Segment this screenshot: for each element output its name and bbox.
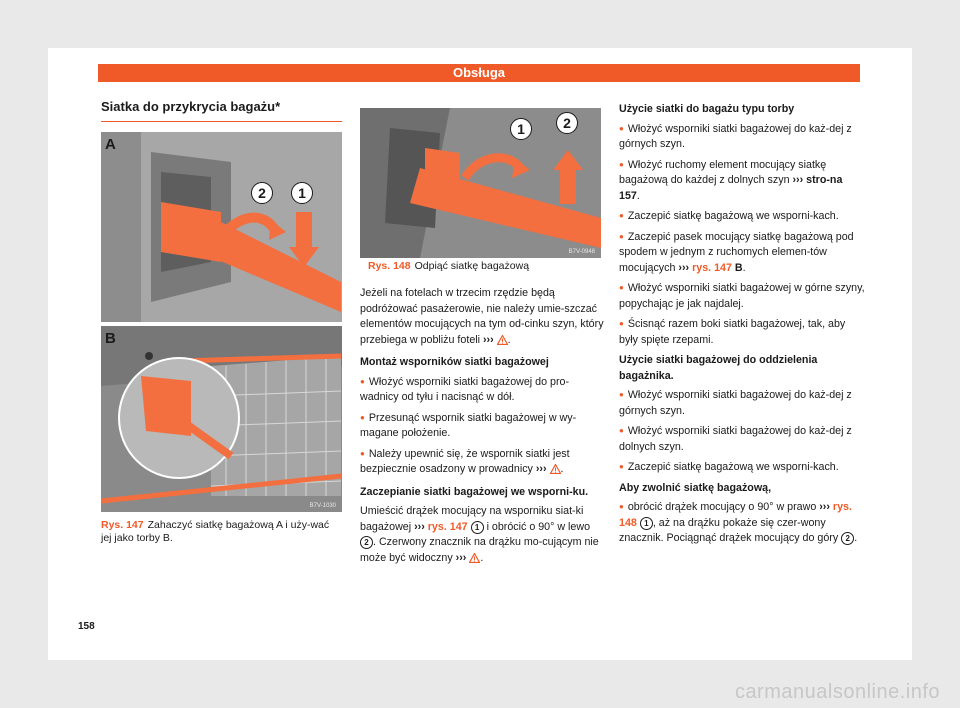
callout-2: 2 xyxy=(556,112,578,134)
list-item: ● Włożyć wsporniki siatki bagażowej do każ-dej z dolnych szyn. xyxy=(619,424,865,455)
step-badge: 2 xyxy=(841,532,854,545)
figure-148 xyxy=(360,108,601,258)
callout-1: 1 xyxy=(291,182,313,204)
figure-147-panel-a xyxy=(101,132,342,322)
ref-arrows: ››› xyxy=(483,333,494,346)
step-badge: 1 xyxy=(640,517,653,530)
list-item: ● Włożyć wsporniki siatki bagażowej do każ-dej z górnych szyn. xyxy=(619,388,865,419)
hook-paragraph: Umieścić drążek mocujący na wsporniku siat-ki bagażowej ››› rys. 147 1 i obrócić o 90° w lewo 2 . Czerwony znacznik na drążku mo-cującym nie może być widoczny ››› . xyxy=(360,504,605,568)
figure-code: B7V-0948 xyxy=(568,249,595,255)
figure-link[interactable]: rys. 147 xyxy=(692,261,732,274)
callout-2: 2 xyxy=(251,182,273,204)
list-item: ● Należy upewnić się, że wspornik siatki jest bezpiecznie osadzony w prowadnicy ››› . xyxy=(360,447,605,480)
heading-bag: Użycie siatki do bagażu typu torby xyxy=(619,103,795,115)
figure-link[interactable]: rys. 147 xyxy=(427,520,468,533)
panel-label-b: B xyxy=(105,330,116,347)
heading-hook: Zaczepianie siatki bagażowej we wsporni-ku. xyxy=(360,485,589,498)
caption-label: Rys. 147 xyxy=(101,519,144,531)
list-item: ● Przesunąć wspornik siatki bagażowej w wy-magane położenie. xyxy=(360,411,605,442)
list-item: ● Ścisnąć razem boki siatki bagażowej, tak, aby były spięte rzepami. xyxy=(619,317,865,348)
panel-label-a: A xyxy=(105,136,116,153)
heading-divide: Użycie siatki bagażowej do oddzielenia bagażnika. xyxy=(619,354,818,382)
warning-icon xyxy=(550,464,561,480)
list-item: ● Zaczepić pasek mocujący siatkę bagażową pod spodem w jednym z ruchomych elemen-tów mocujących ››› rys. 147 B. xyxy=(619,230,865,277)
manual-page xyxy=(48,48,912,660)
intro-paragraph: Jeżeli na fotelach w trzecim rzędzie będą podróżować pasażerowie, nie należy umie-szczać elementów mocujących na tym od-cinku szyn, który przebiega w pobliżu foteli ››› . xyxy=(360,286,605,350)
page-title: Siatka do przykrycia bagażu* xyxy=(101,99,281,114)
callout-1: 1 xyxy=(510,118,532,140)
list-item: ● Włożyć wsporniki siatki bagażowej w górne szyny, popychając je jak najdalej. xyxy=(619,281,865,312)
warning-icon xyxy=(469,553,480,569)
list-item: ● Włożyć wsporniki siatki bagażowej do pro-wadnicy od tyłu i nacisnąć w dół. xyxy=(360,375,605,406)
step-badge: 1 xyxy=(471,521,484,534)
right-column xyxy=(619,100,865,552)
caption-label: Rys. 148 xyxy=(368,260,411,272)
list-item: ● Zaczepić siatkę bagażową we wsporni-kach. xyxy=(619,209,865,225)
figure-148-caption xyxy=(368,260,601,273)
title-divider xyxy=(101,121,342,122)
watermark: carmanualsonline.info xyxy=(734,681,940,703)
list-item: ● Włożyć wsporniki siatki bagażowej do każ-dej z górnych szyn. xyxy=(619,122,865,153)
middle-column xyxy=(360,286,605,573)
figure-147-panel-b xyxy=(101,326,342,512)
section-header-bar: Obsługa xyxy=(98,64,860,82)
page-link[interactable]: stro-na 157 xyxy=(619,174,843,202)
page-number: 158 xyxy=(78,621,95,632)
caption-text: Zahaczyć siatkę bagażową A i uży-wać jej jako torby B. xyxy=(101,519,330,544)
list-item: ● obrócić drążek mocujący o 90° w prawo ››› rys. 148 1 , aż na drążku pokaże się czer-wony znacznik. Pociągnąć drążek mocujący do góry 2 . xyxy=(619,500,865,547)
caption-text: Odpiąć siatkę bagażową xyxy=(414,260,530,272)
list-item: ● Zaczepić siatkę bagażową we wsporni-kach. xyxy=(619,460,865,476)
heading-release: Aby zwolnić siatkę bagażową, xyxy=(619,481,772,494)
list-item: ● Włożyć ruchomy element mocujący siatkę bagażową do każdej z dolnych szyn ››› stro-na 157. xyxy=(619,158,865,205)
heading-mount: Montaż wsporników siatki bagażowej xyxy=(360,356,549,368)
step-badge: 2 xyxy=(360,536,373,549)
figure-147-caption xyxy=(101,519,342,545)
warning-icon xyxy=(497,335,508,351)
figure-code: B7V-1030 xyxy=(309,503,336,509)
figure-link[interactable]: rys. 148 xyxy=(619,501,852,529)
